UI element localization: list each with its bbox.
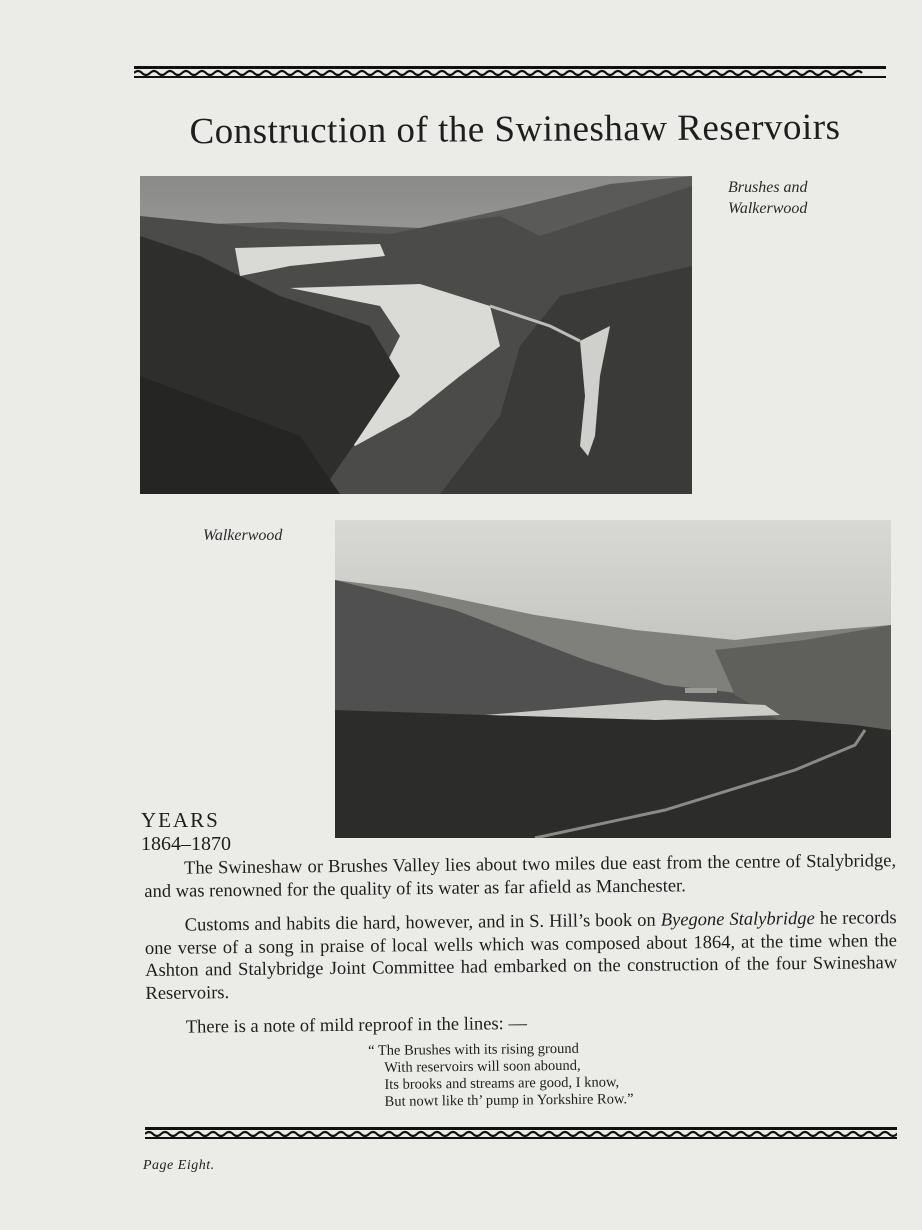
years-range: 1864–1870 [141,833,231,855]
paragraph-text: he records one verse of a song in praise of local wells which was composed about 1864, at the time when the Ashton and Stalybridge Joint Committee had embarked on the construction of the four Swineshaw Reservoirs. [144,908,898,1004]
paragraph: The Swineshaw or Brushes Valley lies about two miles due east from the centre of Stalybridge, and was renowned for the quality of its water as far afield as Manchester. [144,851,897,902]
caption-line: Walkerwood [728,200,808,217]
caption-line: Brushes and [728,179,808,196]
page-number: Page Eight. [143,1158,215,1173]
paragraph [145,907,898,1005]
photo-walkerwood-reservoir [335,520,891,838]
verse-line: Its brooks and streams are good, I know, [384,1074,620,1093]
photo-brushes-and-walkerwood-reservoirs [140,176,692,494]
bottom-decorative-rule [145,1125,897,1141]
verse-line: With reservoirs will soon abound, [384,1057,581,1076]
top-decorative-rule [134,64,886,80]
paragraph-text: Customs and habits die hard, however, and in S. Hill’s book on [184,910,661,936]
quoted-verse [368,1039,729,1111]
article-body [144,850,898,1051]
verse-line: “ The Brushes with its rising ground [368,1040,579,1059]
photo-caption-brushes-and-walkerwood [728,177,868,219]
photo-caption-walkerwood: Walkerwood [203,527,283,544]
book-title: Byegone Stalybridge [660,908,815,931]
verse-line: But nowt like th’ pump in Yorkshire Row.” [384,1091,634,1110]
years-heading: YEARS [141,808,220,832]
page-title: Construction of the Swineshaw Reservoirs [189,106,841,153]
paragraph: There is a note of mild reproof in the lines: — [185,1014,528,1038]
